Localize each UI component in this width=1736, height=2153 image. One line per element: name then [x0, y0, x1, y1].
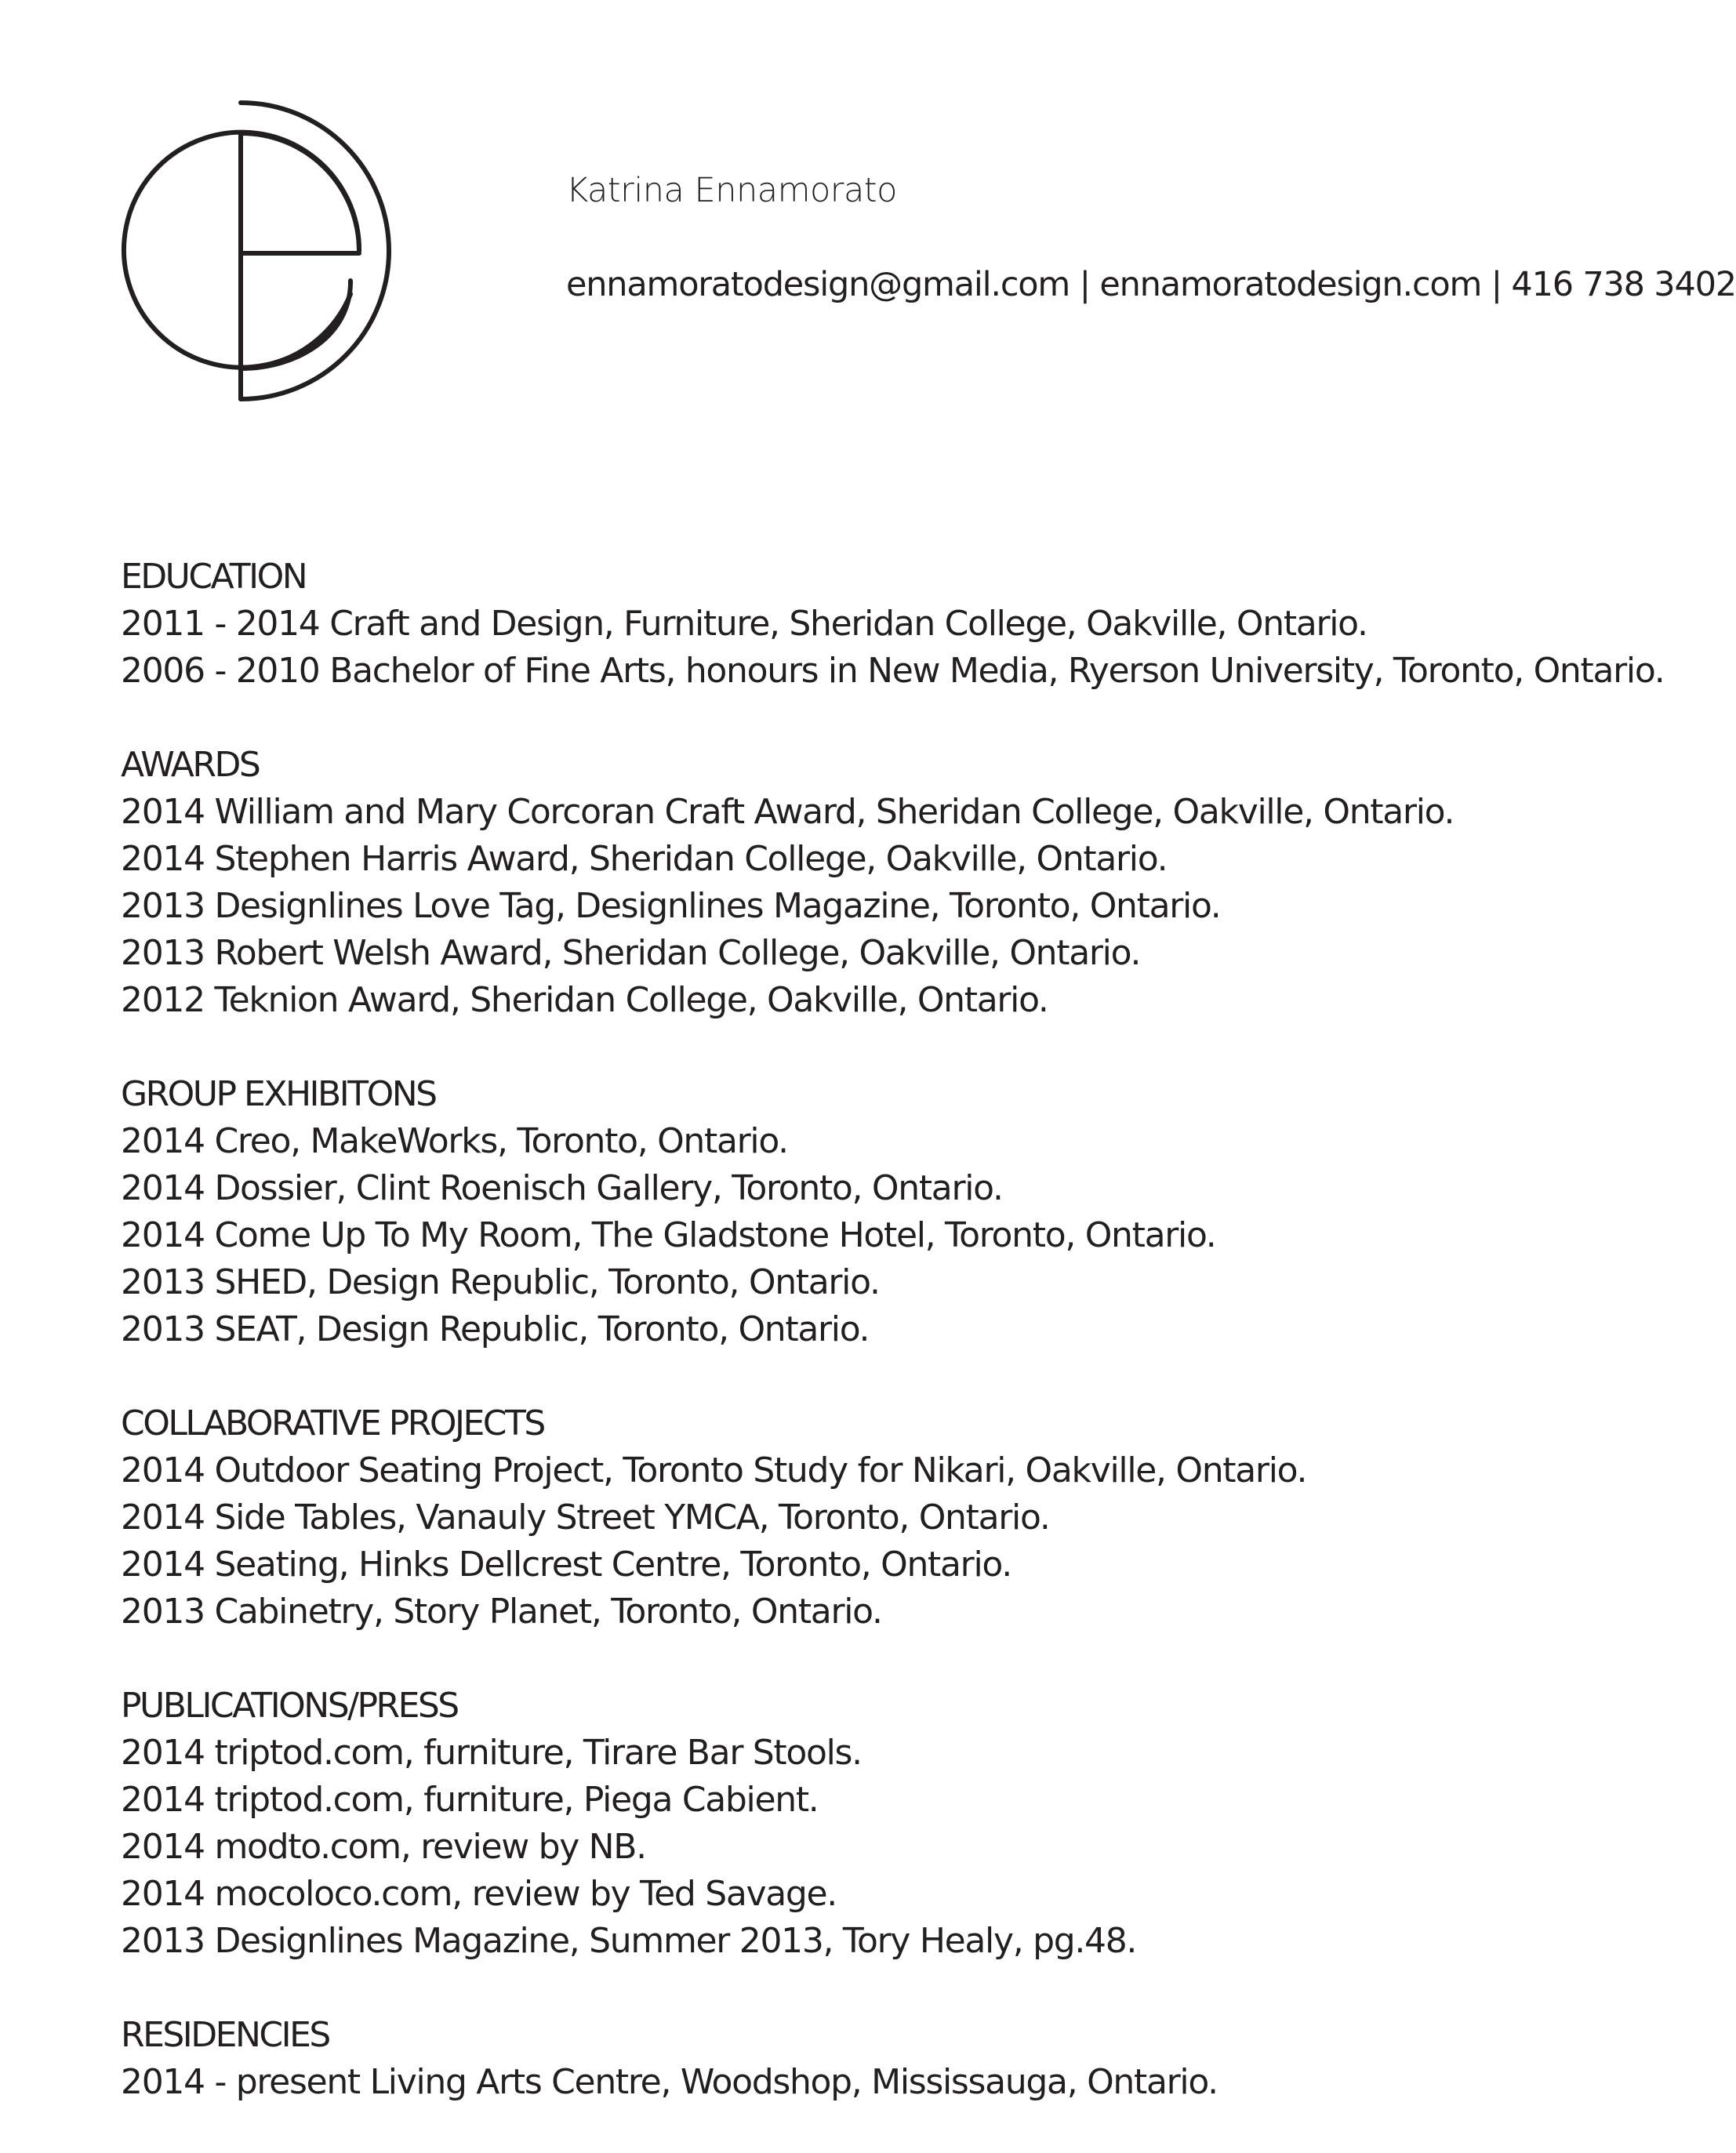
list-item: 2014 Come Up To My Room, The Gladstone Hotel, Toronto, Ontario.	[121, 1215, 1216, 1255]
section-awards	[121, 742, 1611, 1024]
list-item: 2012 Teknion Award, Sheridan College, Oakville, Ontario.	[121, 980, 1048, 1020]
list-item: 2014 Outdoor Seating Project, Toronto Study for Nikari, Oakville, Ontario.	[121, 1450, 1307, 1490]
list-item: 2011 - 2014 Craft and Design, Furniture, Sheridan College, Oakville, Ontario.	[121, 604, 1367, 644]
contact-line	[566, 265, 1736, 304]
section-collaborative-projects	[121, 1400, 1611, 1636]
resume-body	[121, 554, 1665, 2153]
list-item: 2013 Designlines Magazine, Summer 2013, Tory Healy, pg.48.	[121, 1921, 1137, 1961]
list-item: 2013 Robert Welsh Award, Sheridan College, Oakville, Ontario.	[121, 933, 1141, 973]
list-item: 2013 Cabinetry, Story Planet, Toronto, Ontario.	[121, 1592, 882, 1632]
list-item: 2014 Side Tables, Vanauly Street YMCA, Toronto, Ontario.	[121, 1498, 1050, 1538]
section-education	[121, 554, 1665, 695]
list-item: 2013 SEAT, Design Republic, Toronto, Ontario.	[121, 1309, 870, 1349]
list-item: 2014 Stephen Harris Award, Sheridan College, Oakville, Ontario.	[121, 839, 1168, 879]
list-item: 2014 - present Living Arts Centre, Woodshop, Mississauga, Ontario.	[121, 2062, 1218, 2102]
section-heading: AWARDS	[121, 745, 260, 785]
section-group-exhibitions	[121, 1071, 1611, 1353]
section-heading: GROUP EXHIBITONS	[121, 1074, 436, 1114]
section-heading: COLLABORATIVE PROJECTS	[121, 1403, 544, 1443]
section-heading: PUBLICATIONS/PRESS	[121, 1686, 458, 1726]
list-item: 2014 Creo, MakeWorks, Toronto, Ontario.	[121, 1121, 788, 1161]
section-residencies	[121, 2012, 1611, 2106]
list-item: 2014 Dossier, Clint Roenisch Gallery, Toronto, Ontario.	[121, 1168, 1003, 1208]
list-item: 2014 triptod.com, furniture, Tirare Bar Stools.	[121, 1733, 862, 1773]
website-link[interactable]: ennamoratodesign.com	[1099, 265, 1482, 304]
list-item: 2013 SHED, Design Republic, Toronto, Ontario.	[121, 1262, 880, 1302]
section-heading: RESIDENCIES	[121, 2015, 329, 2055]
separator: |	[1079, 265, 1090, 304]
section-heading: EDUCATION	[121, 557, 307, 597]
list-item: 2014 modto.com, review by NB.	[121, 1827, 646, 1867]
monogram-logo	[118, 100, 400, 402]
list-item: 2014 triptod.com, furniture, Piega Cabient.	[121, 1780, 819, 1820]
list-item: 2014 William and Mary Corcoran Craft Award, Sheridan College, Oakville, Ontario.	[121, 792, 1455, 832]
list-item: 2014 mocoloco.com, review by Ted Savage.	[121, 1874, 837, 1914]
separator: |	[1491, 265, 1502, 304]
phone-number: 416 738 3402	[1511, 265, 1736, 304]
section-publications-press	[121, 1683, 1611, 1965]
list-item: 2006 - 2010 Bachelor of Fine Arts, honours in New Media, Ryerson University, Toronto, Ontario.	[121, 651, 1665, 691]
list-item: 2013 Designlines Love Tag, Designlines Magazine, Toronto, Ontario.	[121, 886, 1221, 926]
email-link[interactable]: ennamoratodesign@gmail.com	[566, 265, 1070, 304]
list-item: 2014 Seating, Hinks Dellcrest Centre, Toronto, Ontario.	[121, 1545, 1011, 1585]
person-name: Katrina Ennamorato	[566, 171, 897, 210]
